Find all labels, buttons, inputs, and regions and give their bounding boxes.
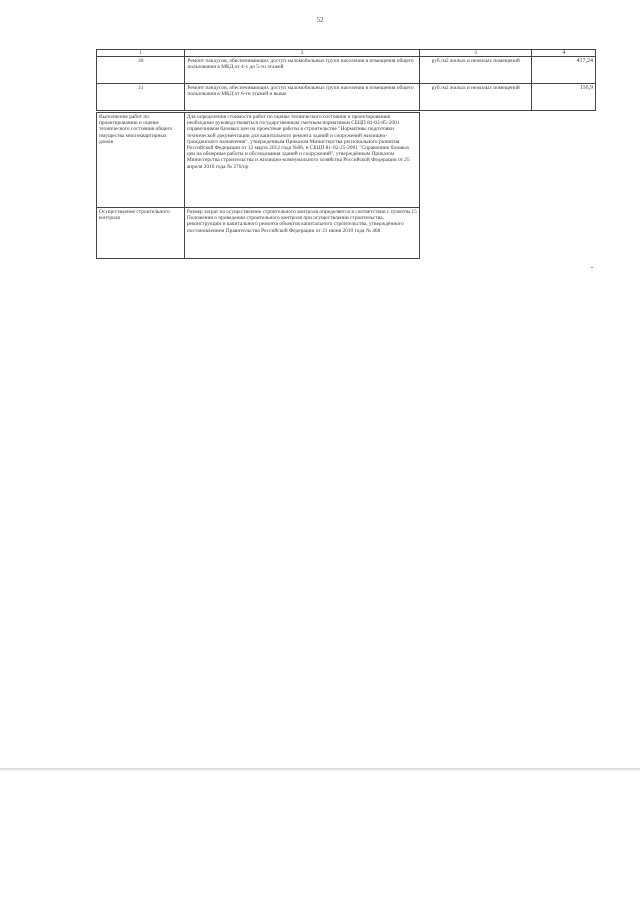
table-row <box>97 57 596 84</box>
scan-speck <box>591 267 593 268</box>
scan-edge <box>0 768 640 771</box>
row-number: 30 <box>97 57 185 84</box>
column-number-1: 1 <box>97 50 185 57</box>
column-number-3: 3 <box>420 50 532 57</box>
note-label: Выполнение работ по проектированию и оценке технического состояния общего имущества многоквартирных домов <box>97 113 185 208</box>
note-label: Осуществление строительного контроля <box>97 208 185 259</box>
unit-of-measure: руб./м2 жилых и нежилых помещений <box>420 57 532 84</box>
work-description: Ремонт пандусов, обеспечивающих доступ маломобильных групп населения в помещения общего пользования в МКД от 6-ти этажей и выше <box>185 84 420 111</box>
note-text: Для определения стоимости работ по оценке технического состояния и проектированию необходимо руководствоваться государственным сметным нормативом СБЦП 81-02-05-2001 справочником базовых цен на проектные работы в строительстве "Нормативы подготовки технической документации для капитального ремонта зданий и сооружений жилищно-гражданского назначения", утвержденным Приказом Министерства регионального развития Российской Федерации от 12 марта 2012 года №96, и СБЦП 81-02-25-2001 "Справочник базовых цен на обмерные работы и обследования зданий и сооружений", утверждённым Приказом Министерства строительства и жилищно-коммунального хозяйства Российской Федерации от 25 апреля 2016 года № 270/пр <box>184 113 419 208</box>
rates-table <box>96 49 596 111</box>
work-description: Ремонт пандусов, обеспечивающих доступ маломобильных групп населения в помещения общего пользования в МКД от 4-х до 5-ти этажей <box>185 57 420 84</box>
table-row <box>97 113 420 208</box>
row-number: 31 <box>97 84 185 111</box>
column-number-4: 4 <box>532 50 596 57</box>
table-row <box>97 84 596 111</box>
table-row <box>97 208 420 259</box>
rate-value: 417,24 <box>532 57 596 84</box>
column-number-2: 2 <box>185 50 420 57</box>
note-text: Размер затрат на осуществление строительного контроля определяется в соответствии с пунктом 15 Положения о проведении строительного контроля при осуществлении строительства, реконструкции и капитального ремонта объектов капитального строительства, утверждённого постановлением Правительства Российской Федерации от 21 июня 2010 года № 468 <box>184 208 419 259</box>
page-number: 52 <box>316 16 324 24</box>
notes-table <box>96 112 420 259</box>
unit-of-measure: руб./м2 жилых и нежилых помещений <box>420 84 532 111</box>
rate-value: 116,9 <box>532 84 596 111</box>
table-header-row <box>97 50 596 57</box>
